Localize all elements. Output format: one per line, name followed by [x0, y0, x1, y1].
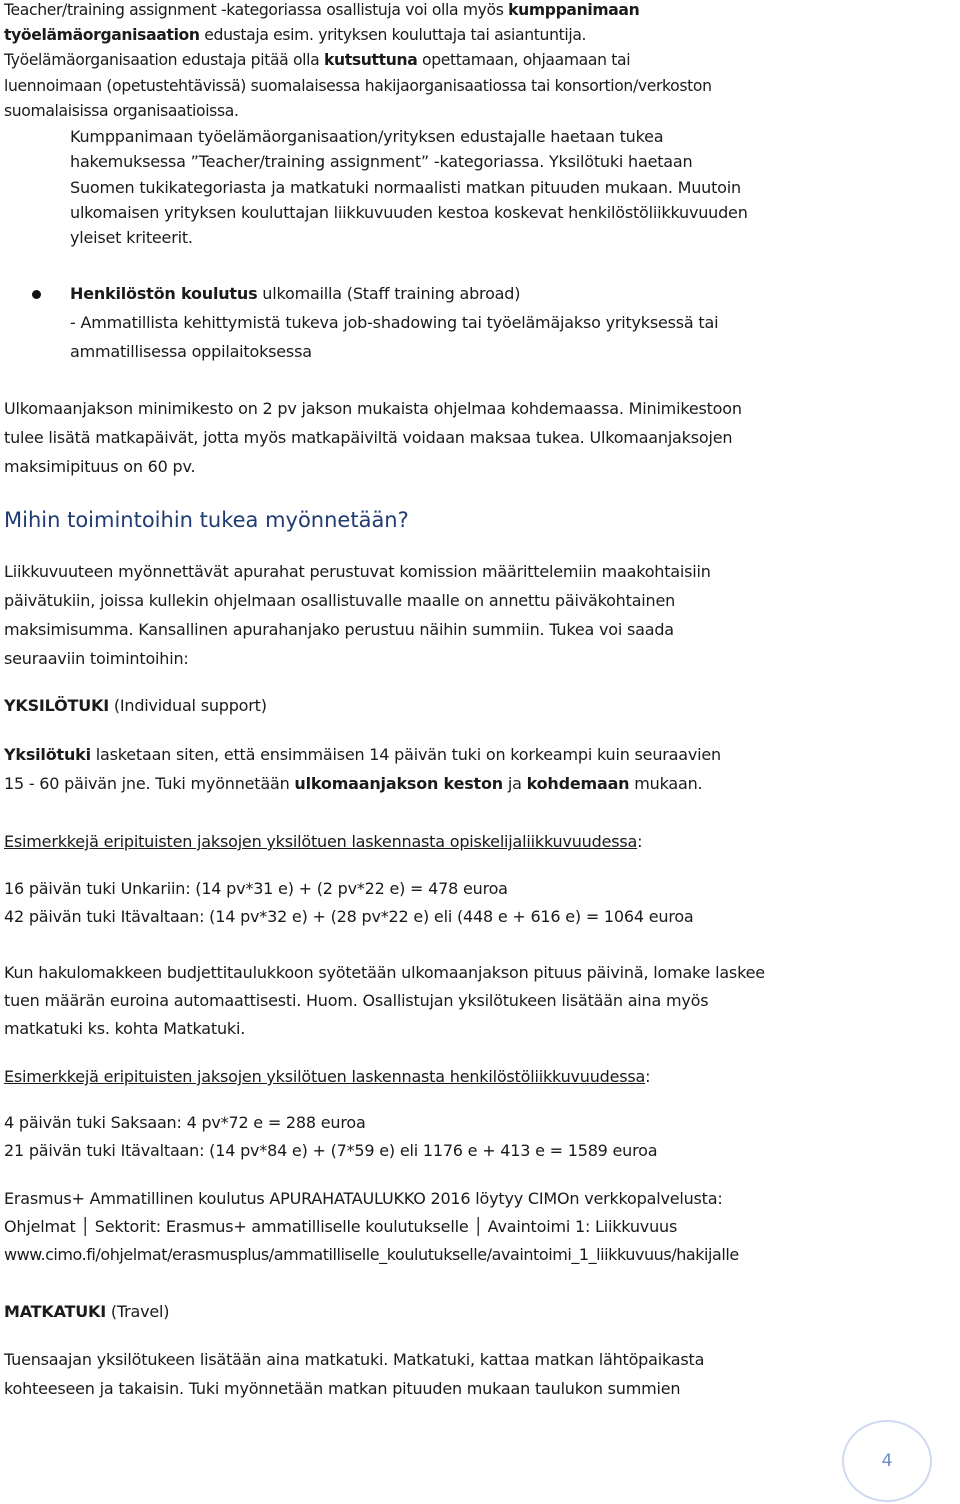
- underlined-text: Esimerkkejä eripituisten jaksojen yksilötuen laskennasta henkilöstöliikkuvuudessa: [4, 1067, 646, 1086]
- subsection-title: [4, 694, 267, 718]
- text-line: Tuensaajan yksilötukeen lisätään aina matkatuki. Matkatuki, kattaa matkan lähtöpaikasta: [4, 1350, 705, 1369]
- subsection-title: [4, 1300, 169, 1324]
- text-line: ammatillisessa oppilaitoksessa: [70, 342, 312, 361]
- bold-text: Yksilötuki: [4, 745, 91, 764]
- text-span: opettamaan, ohjaamaan tai: [417, 51, 631, 69]
- bold-text: kutsuttuna: [323, 51, 418, 69]
- text-span: ulkomailla (Staff training abroad): [257, 284, 521, 303]
- examples-title: [4, 830, 642, 854]
- text-line: [4, 23, 586, 47]
- text-line: päivätukiin, joissa kullekin ohjelmaan osallistuvalle maalle on annettu päiväkohtainen: [4, 591, 676, 610]
- text-line: [4, 772, 702, 796]
- bold-text: kohdemaan: [526, 774, 630, 793]
- text-line: Liikkuvuuteen myönnettävät apurahat perustuvat komission määrittelemiin maakohtaisiin: [4, 562, 711, 581]
- text-span: lasketaan siten, että ensimmäisen 14 päivän tuki on korkeampi kuin seuraavien: [90, 745, 721, 764]
- bold-text: Henkilöstön koulutus: [70, 284, 258, 303]
- text-span: Työelämäorganisaation edustaja pitää olla: [4, 51, 324, 69]
- text-span: ja: [502, 774, 527, 793]
- bold-text: kumppanimaan: [508, 1, 640, 19]
- text-line: seuraaviin toimintoihin:: [4, 649, 189, 668]
- text-line: matkatuki ks. kohta Matkatuki.: [4, 1019, 246, 1038]
- text-span: Teacher/training assignment -kategoriassa osallistuja voi olla myös: [4, 1, 509, 19]
- text-line: maksimipituus on 60 pv.: [4, 457, 196, 476]
- text-line: [4, 0, 639, 22]
- text-line: - Ammatillista kehittymistä tukeva job-shadowing tai työelämäjakso yrityksessä tai: [70, 313, 719, 332]
- bullet-icon: [32, 290, 41, 299]
- text-line: Ulkomaanjakson minimikesto on 2 pv jakson mukaista ohjelmaa kohdemaassa. Minimikestoon: [4, 399, 742, 418]
- text-line: tuen määrän euroina automaattisesti. Huom. Osallistujan yksilötukeen lisätään aina myös: [4, 991, 709, 1010]
- text-span: (Individual support): [108, 696, 267, 715]
- text-span: edustaja esim. yrityksen kouluttaja tai asiantuntija.: [199, 26, 587, 44]
- text-line: hakemuksessa ”Teacher/training assignment” -kategoriassa. Yksilötuki haetaan: [70, 152, 693, 171]
- text-line: luennoimaan (opetustehtävissä) suomalaisessa hakijaorganisaatiossa tai konsortion/verkoston: [4, 77, 712, 95]
- text-line: tulee lisätä matkapäivät, jotta myös matkapäiviltä voidaan maksaa tukea. Ulkomaanjaksojen: [4, 428, 733, 447]
- text-line: kohteeseen ja takaisin. Tuki myönnetään matkan pituuden mukaan taulukon summien: [4, 1379, 681, 1398]
- bold-text: MATKATUKI: [4, 1302, 106, 1321]
- text-line: [4, 743, 721, 767]
- page-number: [842, 1420, 932, 1502]
- text-line: yleiset kriteerit.: [70, 228, 193, 247]
- bold-text: työelämäorganisaation: [4, 26, 200, 44]
- examples-title: [4, 1065, 650, 1089]
- text-line: [4, 48, 630, 72]
- text-span: mukaan.: [629, 774, 703, 793]
- text-line: Erasmus+ Ammatillinen koulutus APURAHATAULUKKO 2016 löytyy CIMOn verkkopalvelusta:: [4, 1189, 723, 1208]
- text-span: (Travel): [105, 1302, 170, 1321]
- section-heading: Mihin toimintoihin tukea myönnetään?: [4, 508, 409, 532]
- text-span: :: [645, 1067, 651, 1086]
- bold-text: ulkomaanjakson keston: [294, 774, 503, 793]
- text-line: ulkomaisen yrityksen kouluttajan liikkuvuuden kestoa koskevat henkilöstöliikkuvuuden: [70, 203, 748, 222]
- breadcrumb: Ohjelmat │ Sektorit: Erasmus+ ammatilliselle koulutukselle │ Avaintoimi 1: Liikkuvuus: [4, 1217, 678, 1236]
- text-line: suomalaisissa organisaatioissa.: [4, 102, 239, 120]
- bullet-title: [70, 282, 520, 306]
- example-line: 21 päivän tuki Itävaltaan: (14 pv*84 e) + (7*59 e) eli 1176 e + 413 e = 1589 euroa: [4, 1141, 658, 1160]
- text-line: Kumppanimaan työelämäorganisaation/yrityksen edustajalle haetaan tukea: [70, 127, 664, 146]
- example-line: 4 päivän tuki Saksaan: 4 pv*72 e = 288 euroa: [4, 1113, 366, 1132]
- underlined-text: Esimerkkejä eripituisten jaksojen yksilötuen laskennasta opiskelijaliikkuvuudessa: [4, 832, 638, 851]
- text-span: 15 - 60 päivän jne. Tuki myönnetään: [4, 774, 295, 793]
- text-line: maksimisumma. Kansallinen apurahanjako perustuu näihin summiin. Tukea voi saada: [4, 620, 674, 639]
- text-line: Kun hakulomakkeen budjettitaulukkoon syötetään ulkomaanjakson pituus päivinä, lomake laskee: [4, 963, 765, 982]
- example-line: 42 päivän tuki Itävaltaan: (14 pv*32 e) + (28 pv*22 e) eli (448 e + 616 e) = 1064 euroa: [4, 907, 694, 926]
- bold-text: YKSILÖTUKI: [4, 696, 109, 715]
- url-text: www.cimo.fi/ohjelmat/erasmusplus/ammatilliselle_koulutukselle/avaintoimi_1_liikkuvuus/hakijalle: [4, 1245, 739, 1264]
- text-span: :: [637, 832, 643, 851]
- page-number-text: 4: [881, 1451, 893, 1471]
- text-line: Suomen tukikategoriasta ja matkatuki normaalisti matkan pituuden mukaan. Muutoin: [70, 178, 741, 197]
- example-line: 16 päivän tuki Unkariin: (14 pv*31 e) + (2 pv*22 e) = 478 euroa: [4, 879, 508, 898]
